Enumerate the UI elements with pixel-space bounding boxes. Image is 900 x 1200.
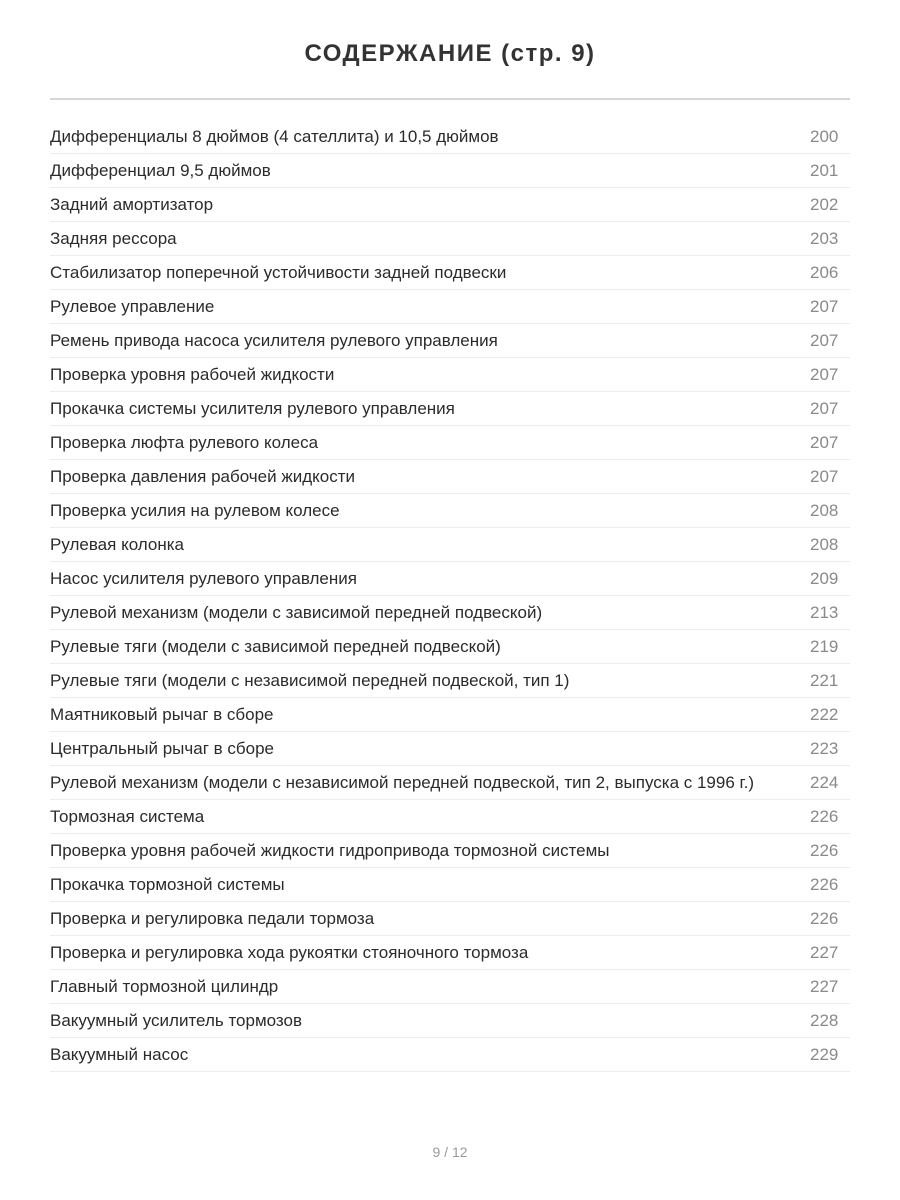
toc-entry-page: 226 bbox=[810, 909, 839, 928]
toc-entry-title: Маятниковый рычаг в сборе bbox=[50, 705, 274, 724]
toc-entry[interactable] bbox=[50, 800, 850, 834]
toc-entry-title: Насос усилителя рулевого управления bbox=[50, 569, 357, 588]
toc-entry[interactable] bbox=[50, 766, 850, 800]
toc-entry[interactable] bbox=[50, 562, 850, 596]
toc-entry[interactable] bbox=[50, 902, 850, 936]
toc-entry-page: 229 bbox=[810, 1045, 839, 1064]
toc-entry[interactable] bbox=[50, 1004, 850, 1038]
title-divider bbox=[50, 98, 850, 100]
toc-entry[interactable] bbox=[50, 460, 850, 494]
toc-entry-title: Проверка уровня рабочей жидкости гидропривода тормозной системы bbox=[50, 841, 610, 860]
toc-entry-title: Вакуумный насос bbox=[50, 1045, 189, 1064]
toc-entry-page: 226 bbox=[810, 841, 839, 860]
toc-entry[interactable] bbox=[50, 596, 850, 630]
toc-entry-page: 221 bbox=[810, 671, 839, 690]
table-of-contents bbox=[50, 120, 850, 1072]
toc-entry-title: Рулевые тяги (модели с зависимой передней подвеской) bbox=[50, 637, 501, 656]
toc-entry-title: Рулевое управление bbox=[50, 297, 215, 316]
toc-entry-page: 222 bbox=[810, 705, 839, 724]
toc-entry[interactable] bbox=[50, 392, 850, 426]
toc-entry-page: 206 bbox=[810, 263, 839, 282]
toc-entry-title: Задний амортизатор bbox=[50, 195, 214, 214]
page-indicator: 9 / 12 bbox=[432, 1144, 468, 1160]
toc-entry-title: Проверка давления рабочей жидкости bbox=[50, 467, 355, 486]
toc-entry-page: 209 bbox=[810, 569, 839, 588]
toc-entry[interactable] bbox=[50, 324, 850, 358]
toc-entry-title: Проверка уровня рабочей жидкости bbox=[50, 365, 335, 384]
toc-entry-page: 207 bbox=[810, 331, 839, 350]
toc-entry-page: 202 bbox=[810, 195, 839, 214]
toc-entry-page: 226 bbox=[810, 875, 839, 894]
toc-entry-page: 200 bbox=[810, 127, 839, 146]
toc-entry-title: Рулевые тяги (модели с независимой передней подвеской, тип 1) bbox=[50, 671, 570, 690]
toc-entry[interactable] bbox=[50, 732, 850, 766]
toc-entry[interactable] bbox=[50, 290, 850, 324]
toc-entry-title: Главный тормозной цилиндр bbox=[50, 977, 279, 996]
toc-entry-title: Стабилизатор поперечной устойчивости задней подвески bbox=[50, 263, 507, 282]
toc-entry-page: 201 bbox=[810, 161, 839, 180]
toc-entry-page: 203 bbox=[810, 229, 839, 248]
toc-entry-page: 207 bbox=[810, 399, 839, 418]
toc-entry-title: Прокачка тормозной системы bbox=[50, 875, 285, 894]
toc-entry[interactable] bbox=[50, 188, 850, 222]
toc-entry-title: Проверка усилия на рулевом колесе bbox=[50, 501, 340, 520]
toc-entry-page: 207 bbox=[810, 433, 839, 452]
toc-entry[interactable] bbox=[50, 868, 850, 902]
toc-entry-title: Рулевой механизм (модели с зависимой передней подвеской) bbox=[50, 603, 543, 622]
toc-entry[interactable] bbox=[50, 256, 850, 290]
toc-entry-title: Дифференциалы 8 дюймов (4 сателлита) и 10,5 дюймов bbox=[50, 127, 499, 146]
toc-entry[interactable] bbox=[50, 630, 850, 664]
toc-entry-title: Проверка и регулировка педали тормоза bbox=[50, 909, 375, 928]
toc-entry[interactable] bbox=[50, 664, 850, 698]
toc-entry-page: 226 bbox=[810, 807, 839, 826]
toc-entry-title: Рулевая колонка bbox=[50, 535, 184, 554]
toc-entry-page: 213 bbox=[810, 603, 839, 622]
toc-entry[interactable] bbox=[50, 528, 850, 562]
toc-entry-page: 207 bbox=[810, 365, 839, 384]
toc-entry-page: 208 bbox=[810, 501, 839, 520]
toc-entry-page: 227 bbox=[810, 943, 839, 962]
toc-entry[interactable] bbox=[50, 120, 850, 154]
toc-entry-title: Задняя рессора bbox=[50, 229, 177, 248]
toc-entry-title: Прокачка системы усилителя рулевого управления bbox=[50, 399, 455, 418]
toc-entry[interactable] bbox=[50, 698, 850, 732]
toc-entry-page: 227 bbox=[810, 977, 839, 996]
toc-entry-page: 219 bbox=[810, 637, 839, 656]
toc-entry-page: 223 bbox=[810, 739, 839, 758]
toc-entry-title: Проверка и регулировка хода рукоятки стояночного тормоза bbox=[50, 943, 529, 962]
toc-entry[interactable] bbox=[50, 936, 850, 970]
toc-entry-title: Центральный рычаг в сборе bbox=[50, 739, 274, 758]
toc-entry[interactable] bbox=[50, 1038, 850, 1072]
toc-entry-title: Дифференциал 9,5 дюймов bbox=[50, 161, 271, 180]
toc-entry-title: Рулевой механизм (модели с независимой передней подвеской, тип 2, выпуска с 1996 г.) bbox=[50, 773, 755, 792]
toc-entry-title: Проверка люфта рулевого колеса bbox=[50, 433, 319, 452]
toc-entry-page: 207 bbox=[810, 297, 839, 316]
toc-entry-title: Вакуумный усилитель тормозов bbox=[50, 1011, 302, 1030]
toc-entry[interactable] bbox=[50, 834, 850, 868]
toc-entry-page: 207 bbox=[810, 467, 839, 486]
toc-entry-page: 228 bbox=[810, 1011, 839, 1030]
toc-entry-title: Ремень привода насоса усилителя рулевого управления bbox=[50, 331, 498, 350]
toc-entry-page: 224 bbox=[810, 773, 839, 792]
toc-entry-page: 208 bbox=[810, 535, 839, 554]
toc-entry[interactable] bbox=[50, 970, 850, 1004]
toc-entry[interactable] bbox=[50, 222, 850, 256]
page-title: СОДЕРЖАНИЕ (стр. 9) bbox=[304, 40, 596, 67]
toc-entry[interactable] bbox=[50, 358, 850, 392]
toc-entry[interactable] bbox=[50, 494, 850, 528]
toc-entry[interactable] bbox=[50, 154, 850, 188]
toc-entry[interactable] bbox=[50, 426, 850, 460]
toc-entry-title: Тормозная система bbox=[50, 807, 205, 826]
